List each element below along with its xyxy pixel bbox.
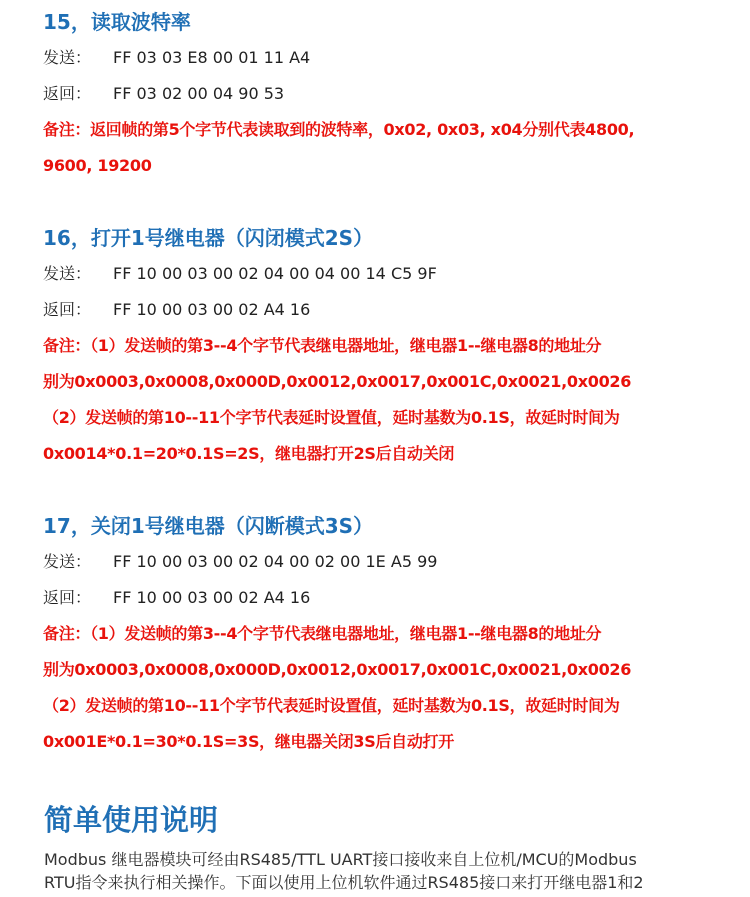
section-17	[43, 508, 733, 760]
section-15-note-2: 9600, 19200	[43, 156, 152, 175]
section-16-note-2: 别为0x0003,0x0008,0x000D,0x0012,0x0017,0x001C,0x0021,0x0026	[43, 372, 632, 391]
usage-intro	[44, 848, 744, 894]
usage-title: 简单使用说明	[44, 803, 219, 837]
section-17-note-2: 别为0x0003,0x0008,0x000D,0x0012,0x0017,0x001C,0x0021,0x0026	[43, 660, 632, 679]
section-16-note-3: （2）发送帧的第10--11个字节代表延时设置值，延时基数为0.1S，故延时时间为	[43, 408, 620, 427]
section-16-send-line	[43, 256, 733, 292]
section-17-note-1: 备注：（1）发送帧的第3--4个字节代表继电器地址，继电器1--继电器8的地址分	[43, 624, 602, 643]
section-17-recv-line	[43, 580, 733, 616]
recv-label: 返回：	[43, 84, 92, 103]
section-17-send-line	[43, 544, 733, 580]
section-15-title: 15，读取波特率	[43, 10, 191, 34]
send-value: FF 10 00 03 00 02 04 00 02 00 1E A5 99	[113, 552, 438, 571]
section-15-recv-line	[43, 76, 733, 112]
usage-line-1: Modbus 继电器模块可经由RS485/TTL UART接口接收来自上位机/MCU的Modbus	[44, 850, 637, 869]
section-16-note-1: 备注：（1）发送帧的第3--4个字节代表继电器地址，继电器1--继电器8的地址分	[43, 336, 602, 355]
recv-value: FF 10 00 03 00 02 A4 16	[113, 588, 311, 607]
recv-value: FF 03 02 00 04 90 53	[113, 84, 285, 103]
send-value: FF 03 03 E8 00 01 11 A4	[113, 48, 311, 67]
send-label: 发送：	[43, 552, 92, 571]
section-17-note-4: 0x001E*0.1=30*0.1S=3S，继电器关闭3S后自动打开	[43, 732, 454, 751]
send-label: 发送：	[43, 264, 92, 283]
section-17-note-3: （2）发送帧的第10--11个字节代表延时设置值，延时基数为0.1S，故延时时间为	[43, 696, 620, 715]
section-15-note-1: 备注：返回帧的第5个字节代表读取到的波特率，0x02, 0x03, x04分别代表4800,	[43, 120, 635, 139]
recv-label: 返回：	[43, 300, 92, 319]
recv-value: FF 10 00 03 00 02 A4 16	[113, 300, 311, 319]
recv-label: 返回：	[43, 588, 92, 607]
send-value: FF 10 00 03 00 02 04 00 04 00 14 C5 9F	[113, 264, 437, 283]
usage-line-2: RTU指令来执行相关操作。下面以使用上位机软件通过RS485接口来打开继电器1和2	[44, 873, 644, 892]
section-15-send-line	[43, 40, 733, 76]
section-15	[43, 4, 733, 184]
send-label: 发送：	[43, 48, 92, 67]
section-16-note-4: 0x0014*0.1=20*0.1S=2S，继电器打开2S后自动关闭	[43, 444, 455, 463]
section-16-recv-line	[43, 292, 733, 328]
section-16	[43, 220, 733, 472]
section-16-title: 16，打开1号继电器（闪闭模式2S）	[43, 226, 374, 250]
section-17-title: 17，关闭1号继电器（闪断模式3S）	[43, 514, 374, 538]
